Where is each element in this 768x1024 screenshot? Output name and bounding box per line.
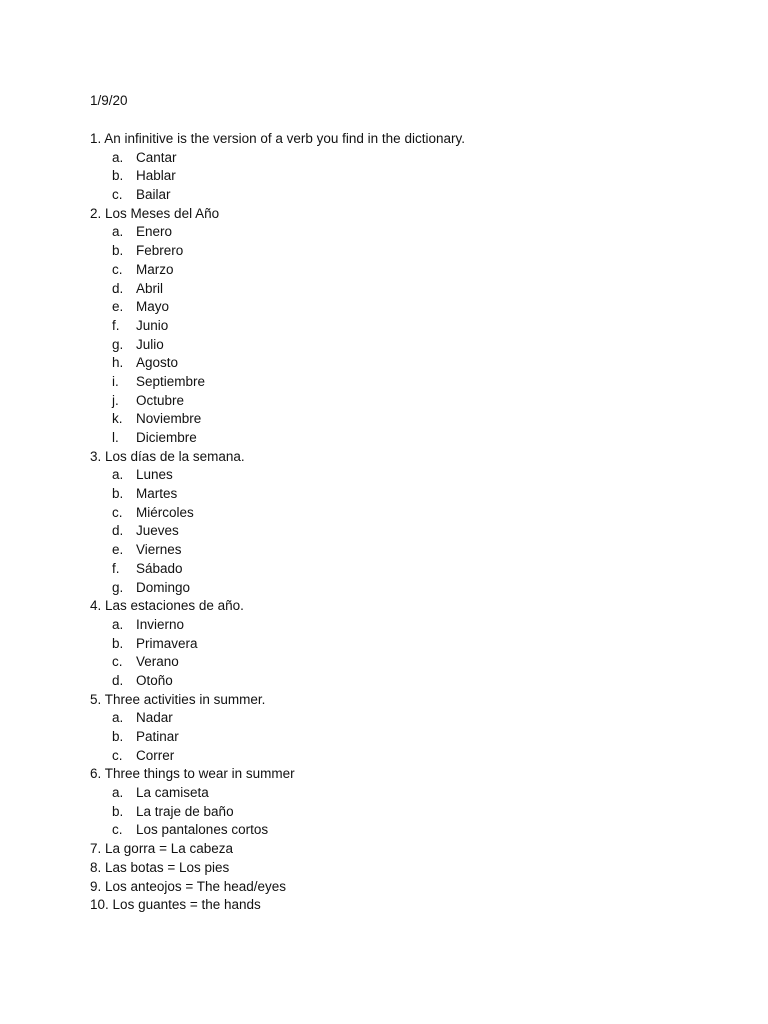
sub-item-text: Lunes xyxy=(136,467,173,483)
list-item xyxy=(90,840,465,859)
item-number: 5. xyxy=(90,691,102,707)
sub-item-letter: e. xyxy=(112,542,124,558)
sub-list-item xyxy=(90,280,465,299)
sub-list-item xyxy=(90,392,465,411)
sub-item-text: Cantar xyxy=(136,149,177,165)
item-text: Los días de la semana. xyxy=(105,448,245,464)
sub-item-letter: c. xyxy=(112,261,123,277)
sub-item-letter: f. xyxy=(112,317,120,333)
item-text: Los guantes = the hands xyxy=(112,897,261,913)
item-number: 9. xyxy=(90,878,102,894)
sub-item-text: Verano xyxy=(136,654,179,670)
sub-item-letter: a. xyxy=(112,149,124,165)
sub-item-text: La traje de baño xyxy=(136,803,234,819)
sub-list-item xyxy=(90,429,465,448)
sub-item-text: Agosto xyxy=(136,355,179,371)
sub-item-letter: b. xyxy=(112,729,124,744)
list-item xyxy=(90,205,465,224)
sub-list-item xyxy=(90,186,465,205)
sub-list-item xyxy=(90,541,465,560)
item-text: Los Meses del Año xyxy=(105,205,220,221)
sub-item-letter: c. xyxy=(112,187,123,203)
sub-list-item xyxy=(90,298,465,317)
sub-item-letter: g. xyxy=(112,579,124,595)
list-item xyxy=(90,765,465,784)
sub-list-item xyxy=(90,242,465,261)
sub-item-text: Febrero xyxy=(136,243,184,259)
sub-item-text: Noviembre xyxy=(136,411,202,427)
sub-item-letter: b. xyxy=(112,243,124,259)
sub-item-letter: k. xyxy=(112,411,123,427)
sub-item-text: Mayo xyxy=(136,299,170,315)
sub-item-letter: b. xyxy=(112,803,124,819)
item-text: La gorra = La cabeza xyxy=(105,841,233,857)
sub-list-item xyxy=(90,466,465,485)
sub-list-item xyxy=(90,821,465,840)
sub-list-item xyxy=(90,410,465,429)
sub-item-text: Septiembre xyxy=(136,373,206,389)
sub-item-text: Otoño xyxy=(136,672,173,688)
sub-list-item xyxy=(90,223,465,242)
sub-item-text: Los pantalones cortos xyxy=(136,822,269,838)
sub-item-letter: b. xyxy=(112,635,124,651)
sub-item-text: Jueves xyxy=(136,523,179,539)
list-item xyxy=(90,130,465,149)
item-text: Los anteojos = The head/eyes xyxy=(105,878,287,894)
list-item xyxy=(90,597,465,616)
sub-item-letter: c. xyxy=(112,822,123,838)
sub-item-text: Primavera xyxy=(136,635,198,651)
sub-item-text: La camiseta xyxy=(136,785,209,801)
sub-item-text: Invierno xyxy=(136,616,185,632)
sub-item-letter: b. xyxy=(112,486,124,502)
sub-list-item xyxy=(90,485,465,504)
sub-list-item xyxy=(90,747,465,766)
sub-item-letter: a. xyxy=(112,467,124,483)
sub-item-text: Julio xyxy=(136,336,164,352)
sub-item-letter: l. xyxy=(112,430,119,445)
sub-item-letter: j. xyxy=(112,392,119,408)
item-number: 10. xyxy=(90,897,109,913)
sub-item-text: Hablar xyxy=(136,168,176,184)
item-text: Las estaciones de año. xyxy=(105,598,244,614)
item-number: 1. xyxy=(90,131,102,146)
item-number: 2. xyxy=(90,205,102,221)
sub-item-text: Sábado xyxy=(136,560,183,576)
sub-item-text: Martes xyxy=(136,486,178,502)
sub-item-text: Bailar xyxy=(136,187,171,203)
sub-list-item xyxy=(90,653,465,672)
numbered-list xyxy=(90,130,465,915)
sub-item-text: Nadar xyxy=(136,710,173,726)
sub-list-item xyxy=(90,560,465,579)
sub-item-text: Miércoles xyxy=(136,504,194,520)
sub-item-letter: b. xyxy=(112,168,124,184)
sub-list-item xyxy=(90,616,465,635)
sub-list-item xyxy=(90,784,465,803)
document-date: 1/9/20 xyxy=(90,93,128,108)
sub-item-letter: f. xyxy=(112,560,120,576)
list-item xyxy=(90,691,465,710)
sub-item-letter: d. xyxy=(112,672,124,688)
item-number: 8. xyxy=(90,859,102,875)
sub-item-letter: g. xyxy=(112,336,124,352)
list-item xyxy=(90,878,465,897)
sub-item-text: Octubre xyxy=(136,392,185,408)
sub-item-letter: c. xyxy=(112,654,123,670)
sub-list-item xyxy=(90,728,465,747)
sub-item-text: Marzo xyxy=(136,261,174,277)
sub-item-text: Abril xyxy=(136,280,164,296)
sub-item-text: Viernes xyxy=(136,542,182,558)
sub-list-item xyxy=(90,261,465,280)
sub-list-item xyxy=(90,522,465,541)
sub-list-item xyxy=(90,803,465,822)
list-item xyxy=(90,896,465,915)
sub-item-text: Enero xyxy=(136,224,173,240)
sub-item-letter: i. xyxy=(112,373,119,389)
item-number: 4. xyxy=(90,598,102,614)
sub-item-letter: d. xyxy=(112,523,124,539)
list-item xyxy=(90,859,465,878)
sub-list-item xyxy=(90,149,465,168)
item-text: Las botas = Los pies xyxy=(105,859,230,875)
sub-list-item xyxy=(90,373,465,392)
sub-item-text: Junio xyxy=(136,317,169,333)
sub-item-letter: d. xyxy=(112,280,124,296)
sub-item-letter: h. xyxy=(112,355,124,371)
sub-list-item xyxy=(90,672,465,691)
sub-item-letter: a. xyxy=(112,710,124,726)
sub-item-letter: a. xyxy=(112,224,124,240)
sub-item-letter: a. xyxy=(112,616,124,632)
sub-item-letter: e. xyxy=(112,299,124,315)
sub-item-text: Diciembre xyxy=(136,430,197,445)
sub-item-letter: c. xyxy=(112,747,123,763)
item-text: Three things to wear in summer xyxy=(104,766,295,782)
item-text: Three activities in summer. xyxy=(104,691,266,707)
sub-list-item xyxy=(90,336,465,355)
sub-list-item xyxy=(90,504,465,523)
sub-list-item xyxy=(90,709,465,728)
list-item xyxy=(90,448,465,467)
sub-item-text: Correr xyxy=(136,747,175,763)
sub-list-item xyxy=(90,167,465,186)
sub-list-item xyxy=(90,635,465,654)
sub-list-item xyxy=(90,317,465,336)
sub-item-letter: c. xyxy=(112,504,123,520)
sub-item-text: Domingo xyxy=(136,579,191,595)
item-number: 6. xyxy=(90,766,102,782)
sub-list-item xyxy=(90,354,465,373)
item-text: An infinitive is the version of a verb you find in the dictionary. xyxy=(104,131,465,146)
sub-list-item xyxy=(90,579,465,598)
item-number: 7. xyxy=(90,841,102,857)
sub-item-text: Patinar xyxy=(136,729,179,744)
sub-item-letter: a. xyxy=(112,785,124,801)
item-number: 3. xyxy=(90,448,102,464)
